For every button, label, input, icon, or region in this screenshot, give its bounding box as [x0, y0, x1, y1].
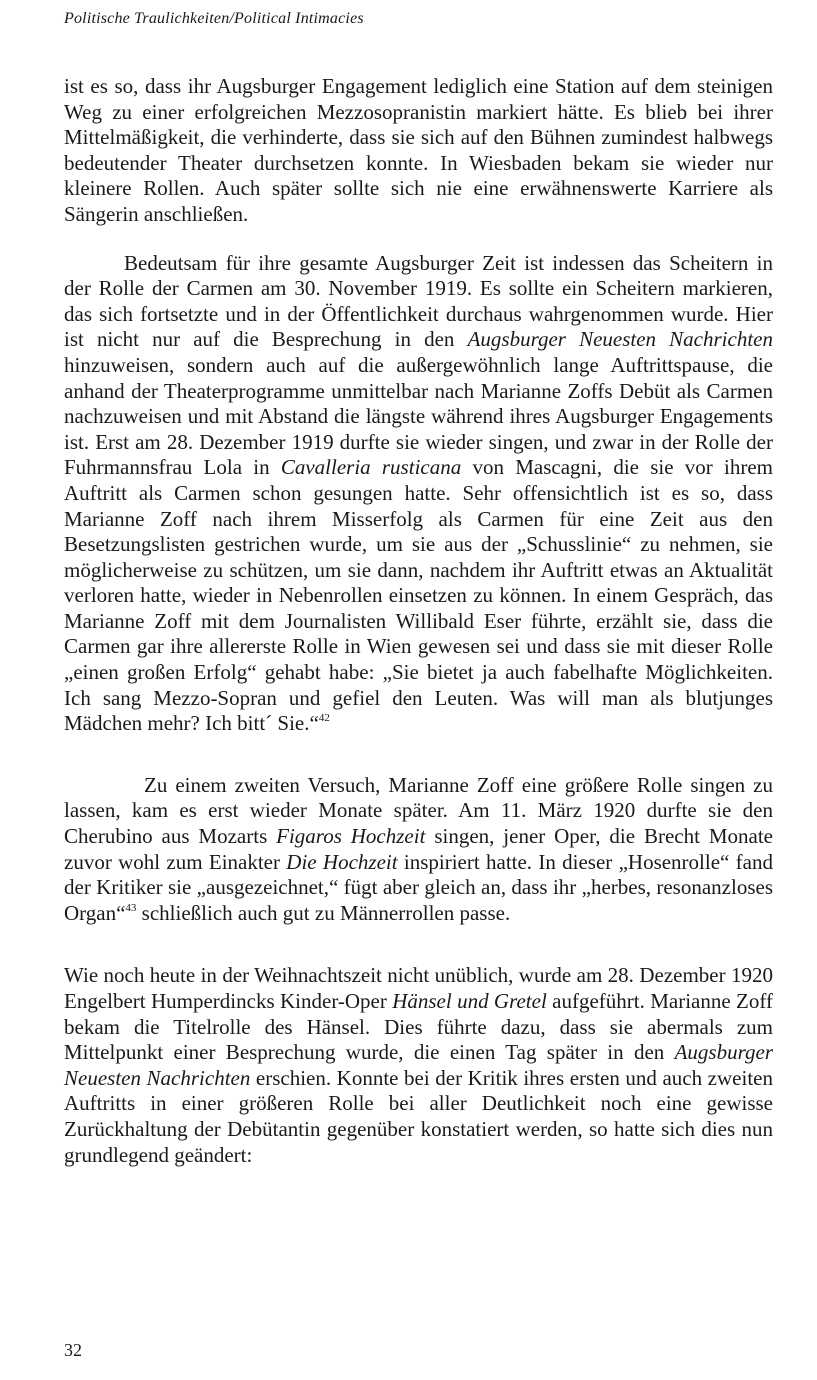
opera-title: Cavalleria rusticana — [280, 455, 462, 480]
text-run: Bedeutsam für ihre gesamte Augsburger Zeit ist indessen das Scheitern in der Rolle der Carmen am 30. November 1919. Es sollte ein Scheitern markieren, das sich fortsetzte und in der Öffentlichkeit durchaus wahrgenommen wurde. Hier ist nicht nur auf die Besprechung in den — [64, 250, 773, 352]
text-run: Zu einem zweiten Versuch, Marianne Zoff eine größere Rolle singen zu lassen, kam es erst wieder Monate später. Am 11. März 1920 durfte sie den Cherubino aus Mozarts — [64, 772, 773, 849]
text-run: hinzuweisen, sondern auch auf die außergewöhnlich lange Auftrittspause, die anhand der Theaterprogramme unmittelbar nach Marianne Zoffs Debüt als Carmen nachzuweisen und mit Abstand die längste während ihres Augsburger Engagements ist. Erst am 28. Dezember 1919 durfte sie wieder singen, und zwar in der Rolle der Fuhrmannsfrau Lola in — [64, 352, 773, 480]
paragraph-4 — [64, 963, 773, 1168]
footnote-ref-43: 43 — [125, 901, 137, 914]
page-number: 32 — [64, 1340, 82, 1360]
body-text — [64, 74, 773, 1168]
text-run: erschien. Konnte bei der Kritik ihres ersten und auch zweiten Auftritts in einer größeren Rolle bei aller Deutlichkeit noch eine gewisse Zurückhaltung der Debütantin gegenüber konstatiert werden, so hatte sich dies nun grundlegend geändert: — [64, 1065, 773, 1167]
paragraph-3 — [64, 773, 773, 927]
text-run: inspiriert hatte. In dieser „Hosenrolle“ fand der Kritiker sie „ausgezeichnet,“ fügt aber gleich an, dass ihr „herbes, resonanzloses Organ“ — [64, 849, 773, 925]
paragraph-1: ist es so, dass ihr Augsburger Engagement lediglich eine Station auf dem steinigen Weg zu einer erfolgreichen Mezzosopranistin markiert hätte. Es blieb bei ihrer Mittelmäßigkeit, die verhinderte, dass sie sich auf den Bühnen zumindest halbwegs bedeutender Theater durchsetzen konnte. In Wiesbaden bekam sie wieder nur kleinere Rollen. Auch später sollte sich nie eine erwähnenswerte Karriere als Sängerin anschließen. — [64, 74, 773, 226]
text-run: von Mascagni, die sie vor ihrem Auftritt als Carmen schon gesungen hatte. Sehr offensichtlich ist es so, dass Marianne Zoff nach ihrem Misserfolg als Carmen für eine Zeit aus den Besetzungslisten gestrichen wurde, um sie aus der „Schusslinie“ zu nehmen, sie möglicherweise zu schützen, um sie dann, nachdem ihr Auftritt etwas an Aktualität verloren hatte, wieder in Nebenrollen einsetzen zu können. In einem Gespräch, das Marianne Zoff mit dem Journalisten Willibald Eser führte, erzählt sie, dass die Carmen gar ihre allererste Rolle in Wien gewesen sei und dass sie mit dieser Rolle „einen großen Erfolg“ gehabt habe: „Sie bietet ja auch fabelhafte Möglichkeiten. Ich sang Mezzo-Sopran und gefiel den Leuten. Was will man als blutjunges Mädchen mehr? Ich bitt´ Sie.“ — [64, 455, 773, 736]
running-header: Politische Traulichkeiten/Political Intimacies — [64, 10, 364, 27]
newspaper-title: Augsburger Neuesten Nachrichten — [64, 1040, 773, 1090]
text-run: aufgeführt. Marianne Zoff bekam die Titelrolle des Hänsel. Dies führte dazu, dass sie abermals zum Mittelpunkt einer Besprechung wurde, die einen Tag später in den — [64, 989, 773, 1065]
play-title: Die Hochzeit — [286, 849, 398, 874]
opera-title: Hänsel und Gretel — [392, 989, 547, 1013]
footnote-ref-42: 42 — [318, 712, 330, 725]
text-run: singen, jener Oper, die Brecht Monate zuvor wohl zum Einakter — [64, 824, 773, 874]
newspaper-title: Augsburger Neuesten Nachrichten — [467, 327, 773, 352]
text-run: Wie noch heute in der Weihnachtszeit nicht unüblich, wurde am 28. Dezember 1920 Engelbert Humperdincks Kinder-Oper — [64, 963, 773, 1013]
opera-title: Figaros Hochzeit — [276, 824, 426, 849]
paragraph-2 — [64, 251, 773, 737]
text-run: schließlich auch gut zu Männerrollen passe. — [136, 900, 511, 925]
